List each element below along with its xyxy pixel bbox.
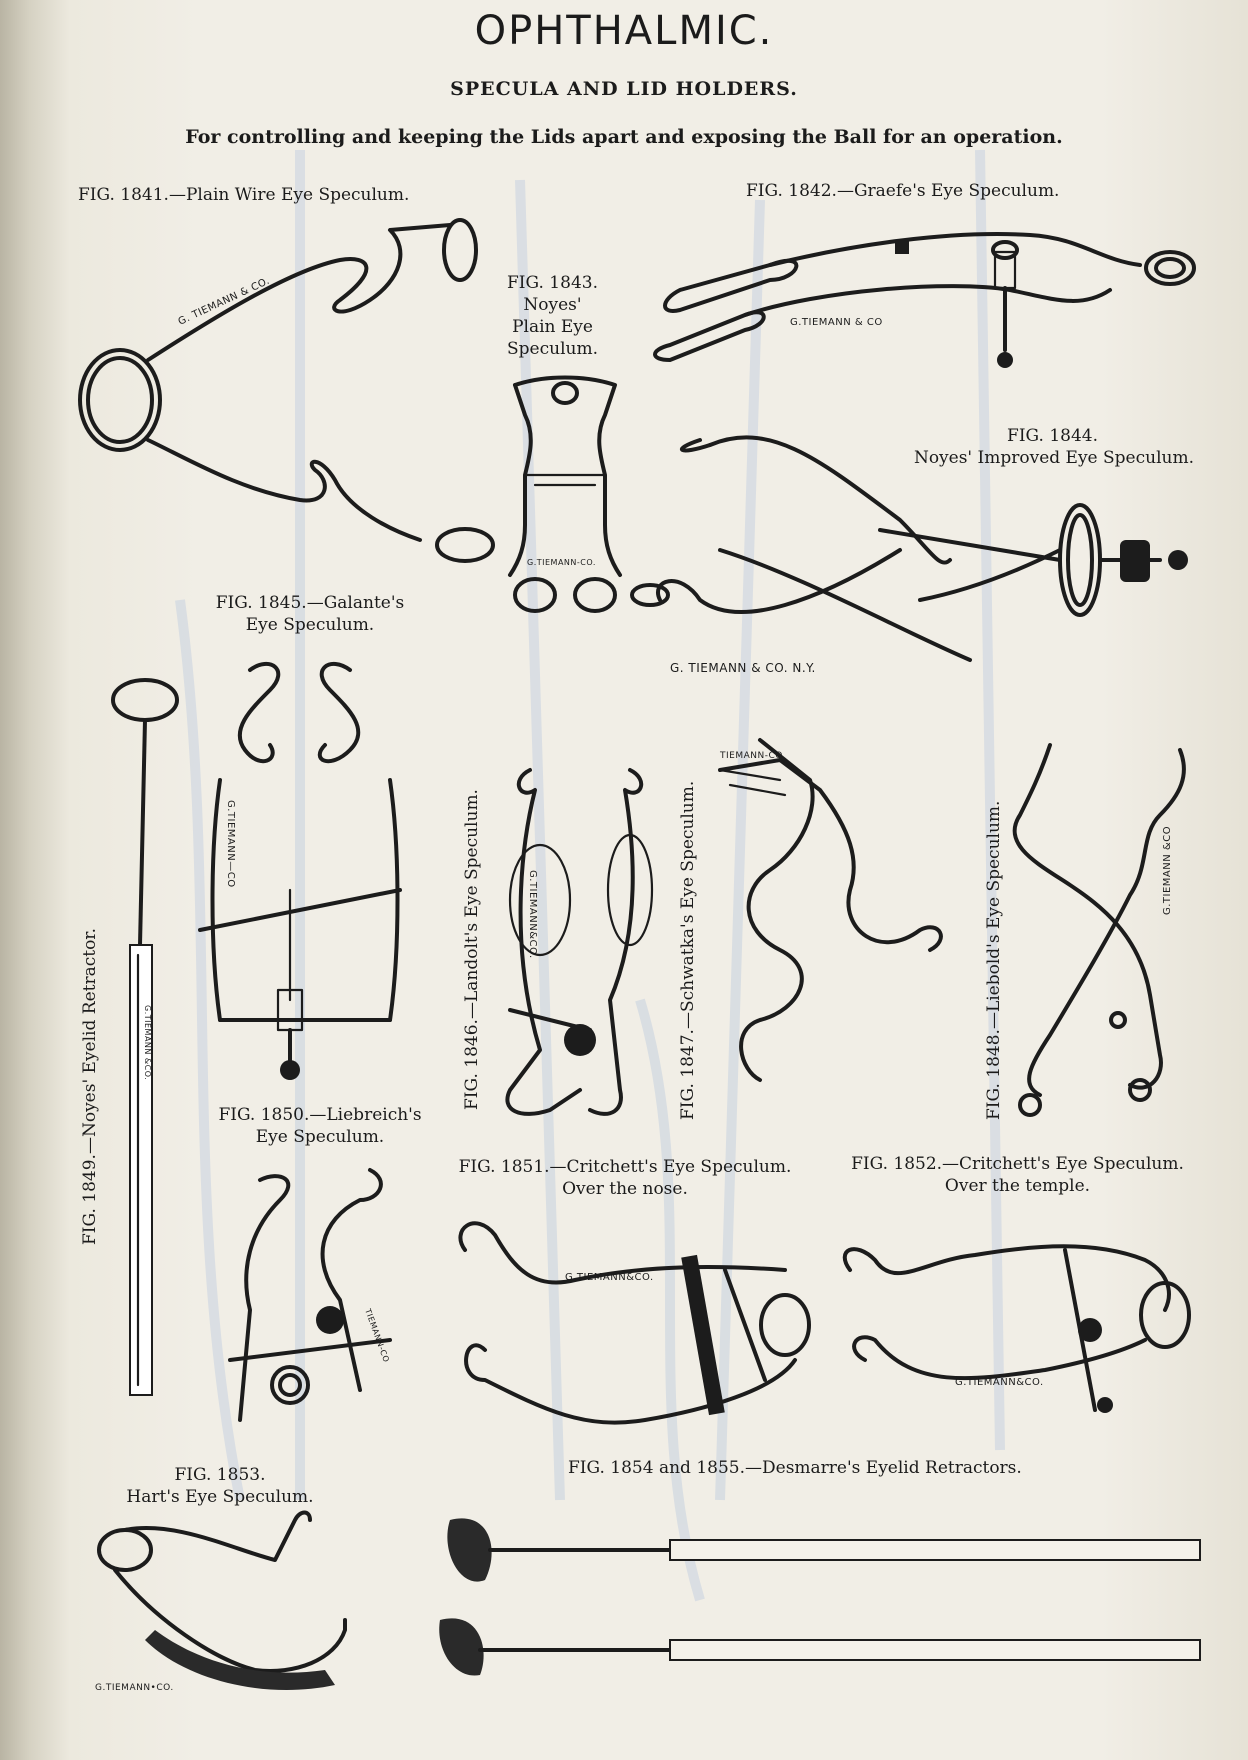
maker-mark: G.TIEMANN &CO.: [143, 1005, 152, 1081]
illustration-fig1853: [95, 1510, 365, 1695]
caption-fig1851: [440, 1156, 810, 1200]
illustration-fig1854-1855: [440, 1490, 1210, 1680]
illustration-fig1849: [100, 675, 190, 1445]
caption-fig1843: [490, 272, 615, 360]
maker-mark: G.TIEMANN&CO.: [527, 870, 538, 959]
illustration-fig1844: [620, 400, 1200, 680]
illustration-fig1845: [190, 650, 420, 1090]
maker-mark: G. TIEMANN & CO.: [176, 275, 272, 328]
caption-fig1845: [170, 592, 450, 636]
caption-line: Plain Eye: [512, 317, 593, 337]
caption-fig1854: FIG. 1854 and 1855.—Desmarre's Eyelid Retractors.: [568, 1458, 1022, 1478]
maker-mark: G.TIEMANN-CO.: [527, 558, 596, 567]
caption-line: Noyes': [523, 295, 582, 315]
maker-mark: G.TIEMANN & CO: [790, 317, 883, 328]
illustration-fig1850: [220, 1160, 410, 1460]
caption-line: Over the nose.: [562, 1179, 688, 1199]
section-subheading: SPECULA AND LID HOLDERS.: [450, 78, 798, 100]
page-heading: OPHTHALMIC.: [474, 8, 774, 54]
caption-line: Over the temple.: [944, 1176, 1091, 1196]
caption-line: Hart's Eye Speculum.: [126, 1487, 314, 1507]
illustration-fig1841: [70, 210, 490, 580]
maker-mark: TIEMANN-CO: [363, 1307, 391, 1364]
illustration-fig1847: [700, 730, 960, 1130]
illustration-fig1842: [650, 210, 1200, 380]
caption-fig1850: [190, 1104, 450, 1148]
caption-line: Eye Speculum.: [245, 615, 375, 635]
illustration-fig1848: [1000, 735, 1200, 1135]
maker-mark: G. TIEMANN & CO. N.Y.: [670, 661, 816, 675]
illustration-fig1851: [445, 1210, 825, 1450]
caption-fig1841: FIG. 1841.—Plain Wire Eye Speculum.: [78, 185, 410, 205]
caption-fig1842: FIG. 1842.—Graefe's Eye Speculum.: [746, 181, 1060, 201]
maker-mark: TIEMANN-CO: [720, 751, 783, 761]
maker-mark: G.TIEMANN&CO.: [565, 1272, 654, 1283]
maker-mark: G.TIEMANN—CO: [225, 800, 236, 888]
illustration-fig1852: [835, 1230, 1205, 1430]
caption-line: Noyes' Improved Eye Speculum.: [913, 448, 1194, 468]
caption-line: FIG. 1844.: [1007, 426, 1098, 446]
caption-fig1853: [100, 1464, 340, 1508]
caption-line: FIG. 1852.—Critchett's Eye Speculum.: [851, 1154, 1184, 1174]
illustration-fig1843: [505, 375, 625, 620]
section-purpose: For controlling and keeping the Lids apart and exposing the Ball for an operation.: [185, 126, 1063, 148]
caption-line: FIG. 1851.—Critchett's Eye Speculum.: [458, 1157, 792, 1177]
caption-line: FIG. 1843.: [507, 273, 598, 293]
caption-line: Speculum.: [507, 339, 598, 359]
caption-fig1852: [830, 1153, 1205, 1197]
caption-line: FIG. 1853.: [174, 1465, 266, 1485]
maker-mark: G.TIEMANN &CO: [1162, 825, 1173, 915]
caption-fig1846: FIG. 1846.—Landolt's Eye Speculum.: [462, 789, 482, 1110]
illustration-fig1846: [490, 750, 660, 1130]
caption-line: FIG. 1850.—Liebreich's: [218, 1105, 422, 1125]
maker-mark: G.TIEMANN&CO.: [955, 1377, 1044, 1388]
caption-fig1849: FIG. 1849.—Noyes' Eyelid Retractor.: [80, 928, 100, 1245]
caption-line: Eye Speculum.: [255, 1127, 385, 1147]
maker-mark: G.TIEMANN•CO.: [95, 1683, 174, 1693]
caption-fig1847: FIG. 1847.—Schwatka's Eye Speculum.: [678, 780, 698, 1120]
caption-line: FIG. 1845.—Galante's: [215, 593, 405, 613]
caption-fig1848: FIG. 1848.—Liebold's Eye Speculum.: [984, 800, 1004, 1120]
